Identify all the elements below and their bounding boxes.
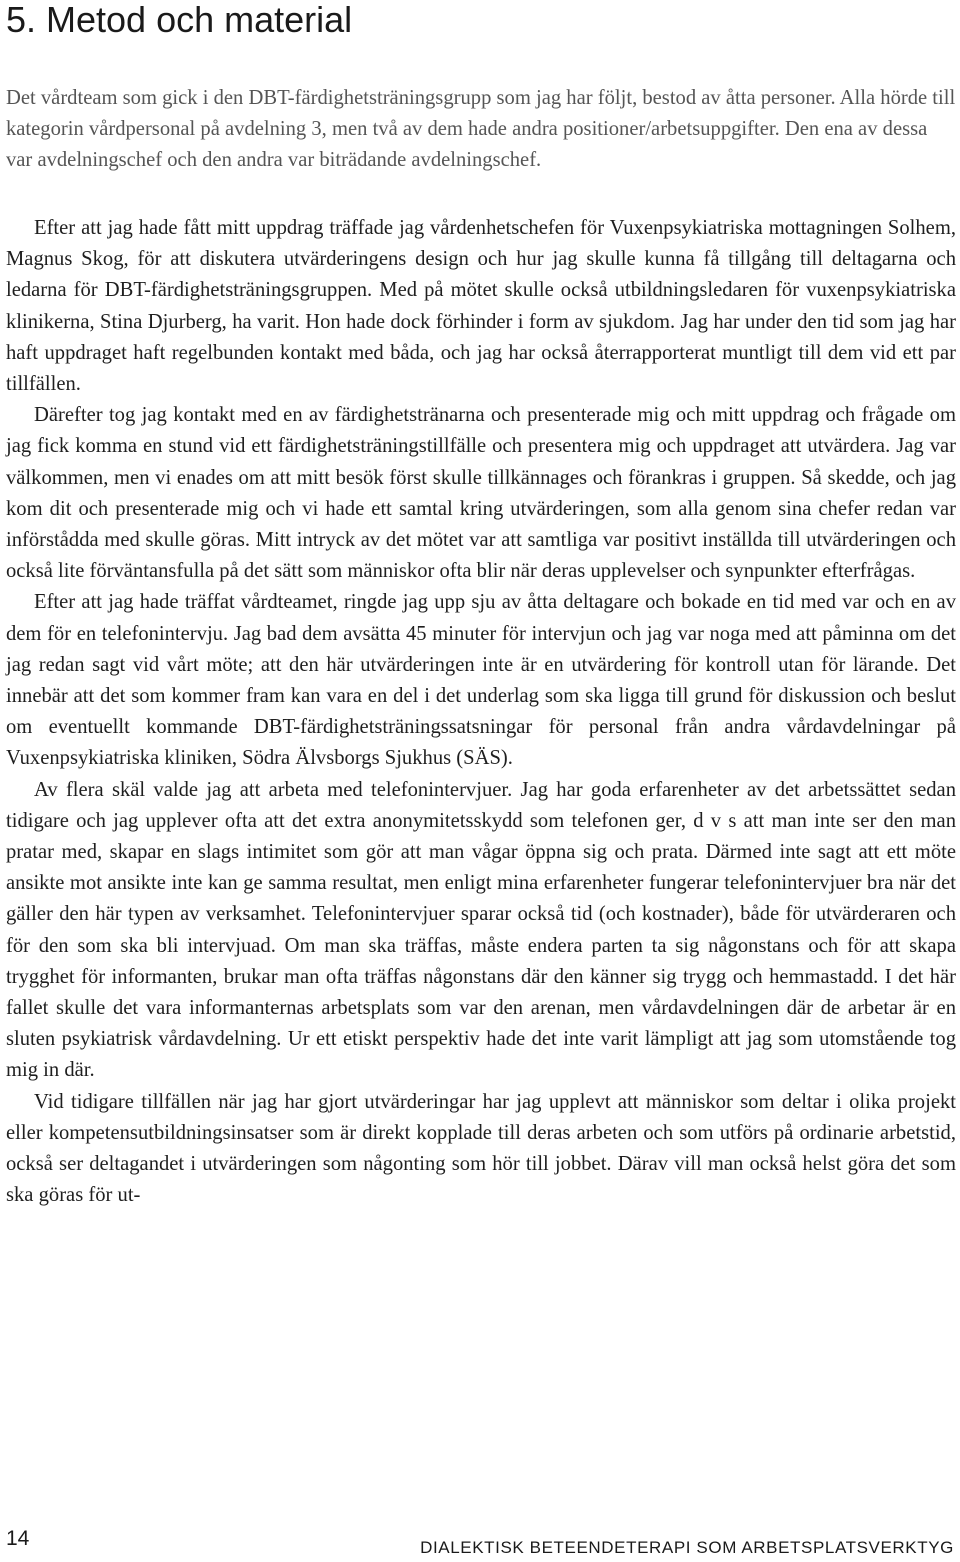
intro-paragraph: Det vårdteam som gick i den DBT-färdighetsträningsgrupp som jag har följt, bestod av åtta personer. Alla hörde till kategorin vårdpersonal på avdelning 3, men två av dem hade andra positioner/arbetsuppgifter. Den ena av dessa var avdelningschef och den andra var biträdande avdelningschef. xyxy=(6,87,956,172)
body-paragraph: Av flera skäl valde jag att arbeta med telefonintervjuer. Jag har goda erfarenheter av det arbetssättet sedan tidigare och jag upplever ofta att det extra anonymitetsskydd som telefonen ger, d v s att man inte ser den man pratar med, skapar en slags intimitet som gör att man vågar öppna sig och prata. Därmed inte sagt att ett möte ansikte mot ansikte inte kan ge samma resultat, men enligt mina erfarenheter fungerar telefonintervjuer bra när det gäller den här typen av verksamhet. Telefonintervjuer sparar också tid (och kostnader), både för utvärderaren och för den som ska bli intervjuad. Om man ska träffas, måste endera parten ta sig någonstans och för att skapa trygghet för informanten, brukar man ofta träffas någonstans där den känner sig trygg och hemmastadd. I det här fallet skulle det vara informanternas arbetsplats som var den arenan, men vårdavdelningen där de arbetar är en sluten psykiatrisk vårdavdelning. Ur ett etiskt perspektiv hade det inte varit lämpligt att jag som utomstående tog mig in där. xyxy=(6,778,956,1082)
section-heading: 5. Metod och material xyxy=(6,0,353,40)
body-paragraph: Därefter tog jag kontakt med en av färdighetstränarna och presenterade mig och mitt uppdrag och frågade om jag fick komma en stund vid ett färdighetsträningstillfälle och presentera mig och uppdraget att utvärdera. Jag var välkommen, men vi enades om att mitt besök först skulle tillkännages och förankras i gruppen. Så skedde, och jag kom dit och presenterade mig och vi hade ett samtal kring utvärderingen, som alla genom sina chefer redan var införstådda med skulle göras. Mitt intryck av det mötet var att samtliga var positivt inställda till utvärderingen och också lite förväntansfulla på det sätt som människor ofta blir när deras upplevelser och synpunkter efterfrågas. xyxy=(6,404,956,583)
body-paragraph: Efter att jag hade träffat vårdteamet, ringde jag upp sju av åtta deltagare och bokade en tid med var och en av dem för en telefonintervju. Jag bad dem avsätta 45 minuter för intervjun och jag var noga med att påminna om det jag redan sagt vid vårt möte; att den här utvärderingen inte är en utvärdering för kontroll utan för lärande. Det innebär att det som kommer fram kan vara en del i det underlag som ska ligga till grund för diskussion och beslut om eventuellt kommande DBT-färdighetsträningssatsningar för personal från andra vårdavdelningar på Vuxenpsykiatriska kliniken, Södra Älvsborgs Sjukhus (SÄS). xyxy=(6,591,956,770)
page-number: 14 xyxy=(6,1527,30,1550)
body-text xyxy=(6,213,956,1212)
body-paragraph: Vid tidigare tillfällen när jag har gjort utvärderingar har jag upplevt att människor som deltar i olika projekt eller kompetensutbildningsinsatser som är direkt kopplade till deras arbeten och som utförs på ordinarie arbetstid, också ser deltagandet i utvärderingen som någonting som hör till jobbet. Därav vill man också helst göra det som ska göras för ut- xyxy=(6,1090,956,1207)
body-paragraph: Efter att jag hade fått mitt uppdrag träffade jag vårdenhetschefen för Vuxenpsykiatriska mottagningen Solhem, Magnus Skog, för att diskutera utvärderingens design och hur jag skulle kunna få tillgång till deltagarna och ledarna för DBT-färdighetsträningsgruppen. Med på mötet skulle också utbildningsledaren för vuxenpsykiatriska klinikerna, Stina Djurberg, ha varit. Hon hade dock förhinder i form av sjukdom. Jag har under den tid som jag har haft uppdraget haft regelbunden kontakt med båda, och jag har också återrapporterat muntligt till dem vid ett par tillfällen. xyxy=(6,217,956,396)
running-footer-title: DIALEKTISK BETEENDETERAPI SOM ARBETSPLATSVERKTYG xyxy=(420,1538,954,1557)
